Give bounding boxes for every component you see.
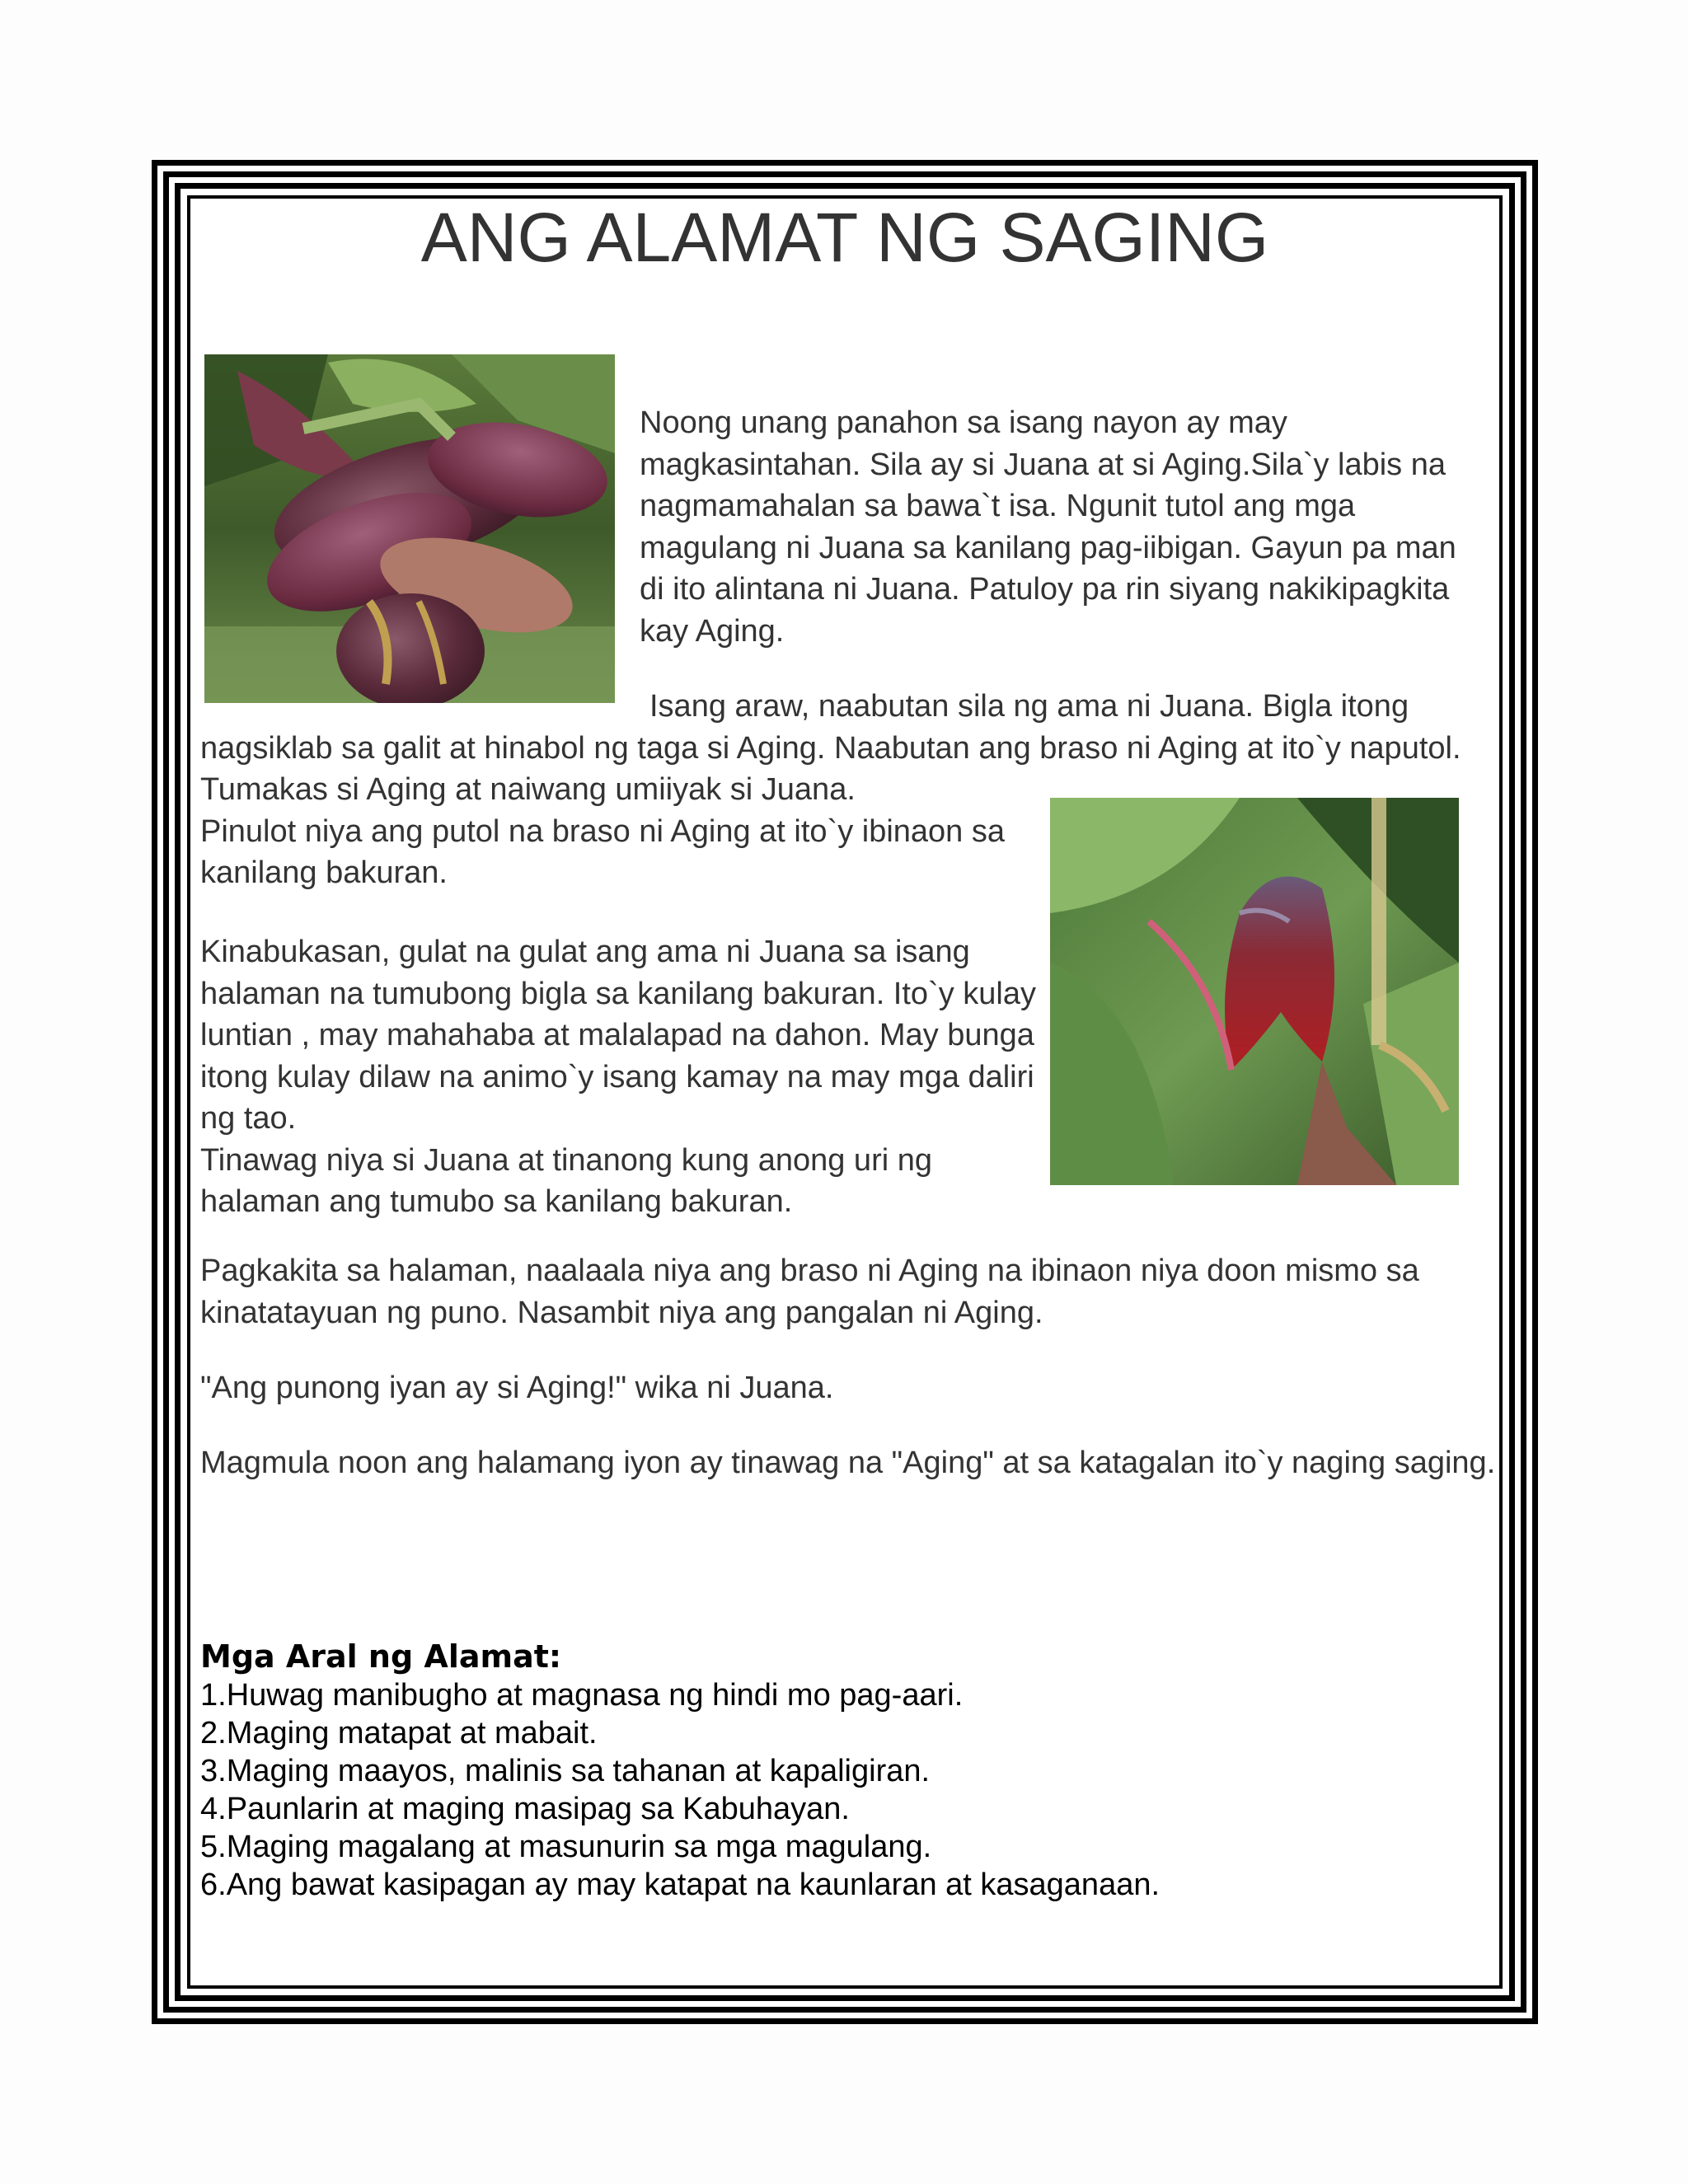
paragraph-next-day [200,931,1041,1223]
banana-flower-image [1050,798,1459,1185]
banana-heart-bunch-photo [204,354,615,703]
list-item: 1.Huwag manibugho at magnasa ng hindi mo pag-aari. [200,1678,964,1713]
paragraph-quote: "Ang punong iyan ay si Aging!" wika ni Juana. [200,1371,834,1405]
paragraph-ending: Magmula noon ang halamang iyon ay tinawag na "Aging" at sa katagalan ito`y naging saging. [200,1446,1496,1480]
paragraph-burial: Pinulot niya ang putol na braso ni Aging at ito`y ibinaon sa kanilang bakuran. [200,813,1005,890]
list-item: 5.Maging magalang at masunurin sa mga magulang. [200,1830,932,1864]
banana-flower-image [204,354,615,703]
paragraph-attack-text: Isang araw, naabutan sila ng ama ni Juana. Bigla itong nagsiklab sa galit at hinabol ng taga si Aging. Naabutan ang braso ni Aging at ito`y naputol. Tumakas si Aging at naiwang umiiyak si Juana. [200,689,1461,807]
list-item: 6.Ang bawat kasipagan ay may katapat na kaunlaran at kasaganaan. [200,1868,1160,1902]
paragraph-remember: Pagkakita sa halaman, naalaala niya ang braso ni Aging na ibinaon niya doon mismo sa kinatatayuan ng puno. Nasambit niya ang pangalan ni Aging. [200,1254,1419,1330]
lessons-list [200,1676,1511,1904]
list-item: 2.Maging matapat at mabait. [200,1716,598,1750]
paragraph-next-day-text: Kinabukasan, gulat na gulat ang ama ni Juana sa isang halaman na tumubong bigla sa kanilang bakuran. Ito`y kulay luntian , may mahahaba at malalapad na dahon. May bunga itong kulay dilaw na animo`y isang kamay na may mga daliri ng tao. [200,935,1036,1136]
list-item: 4.Paunlarin at maging masipag sa Kabuhayan. [200,1792,850,1826]
paragraph-intro: Noong unang panahon sa isang nayon ay may magkasintahan. Sila ay si Juana at si Aging.Sila`y labis na nagmamahalan sa bawa`t isa. Ngunit tutol ang mga magulang ni Juana sa kanilang pag-iibigan. Gayun pa man di ito alintana ni Juana. Patuloy pa rin siyang nakikipagkita kay Aging. [640,405,1456,649]
red-banana-flower-photo [1050,798,1459,1185]
list-item: 3.Maging maayos, malinis sa tahanan at kapaligiran. [200,1754,931,1788]
story-title: ANG ALAMAT NG SAGING [420,199,1269,276]
paragraph-question: Tinawag niya si Juana at tinanong kung anong uri ng halaman ang tumubo sa kanilang bakuran. [200,1142,932,1219]
lessons-heading: Mga Aral ng Alamat: [200,1638,562,1675]
